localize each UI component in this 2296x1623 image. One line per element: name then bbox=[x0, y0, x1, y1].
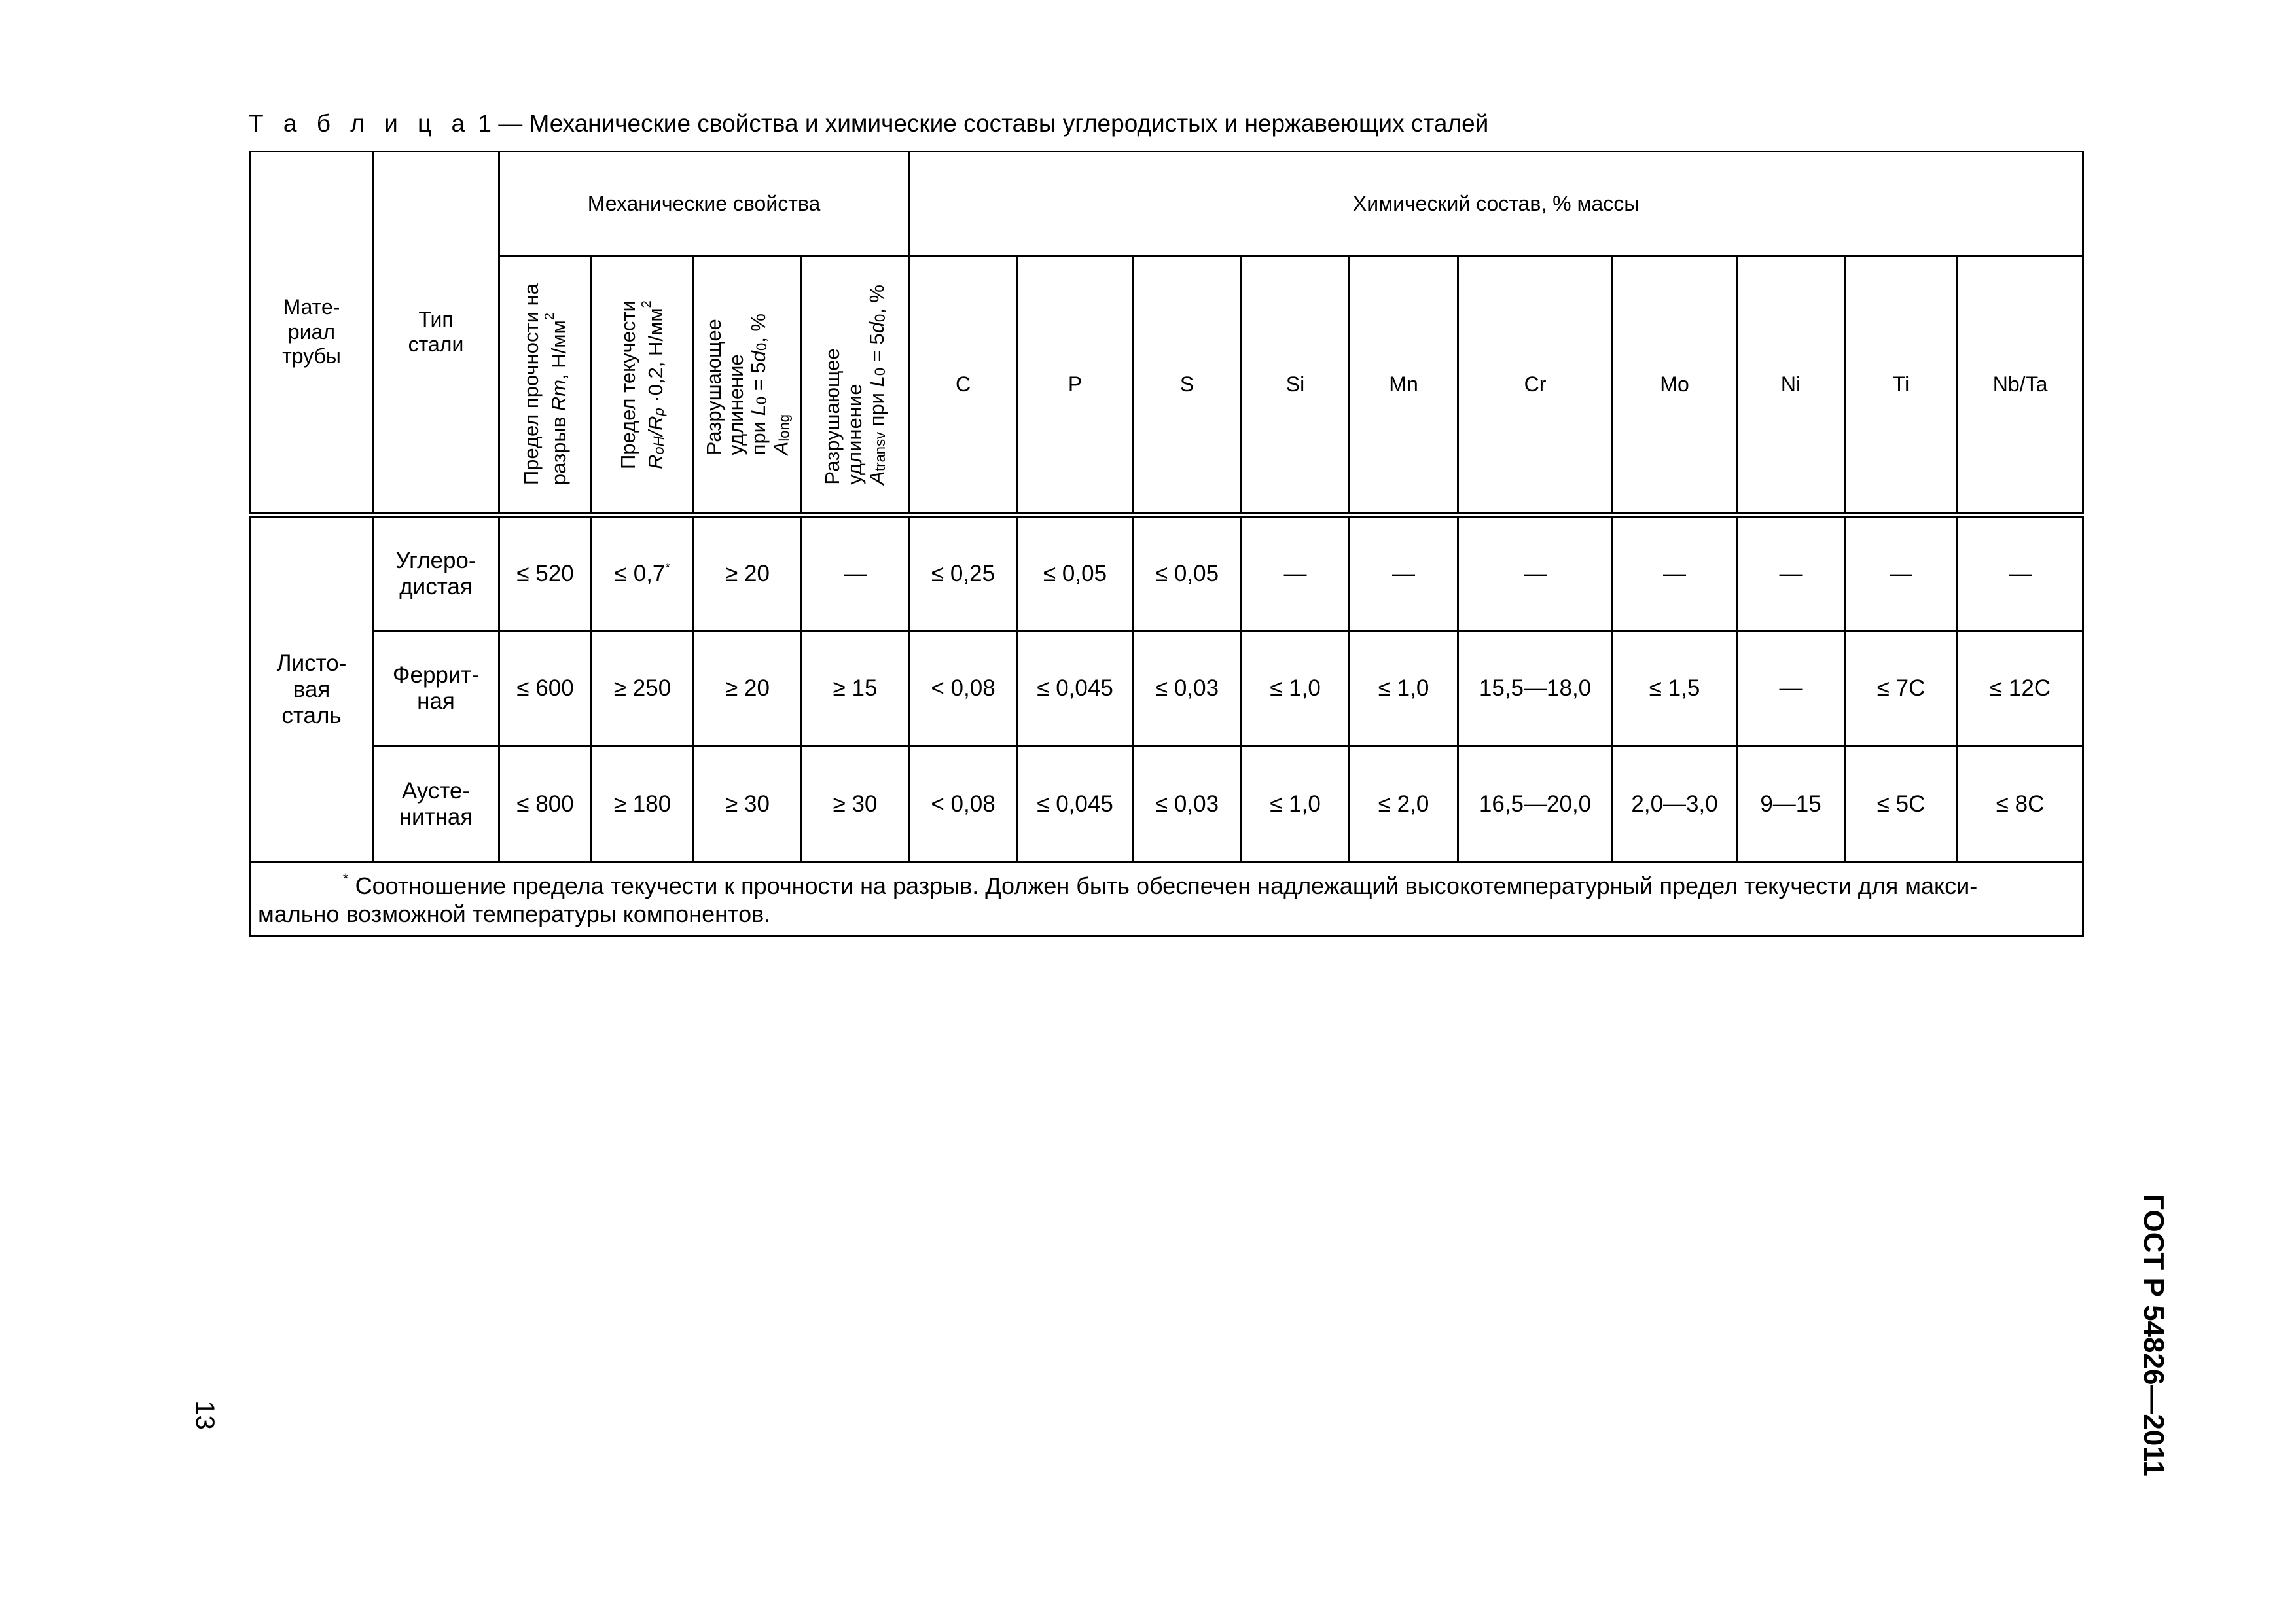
caption-label: Т а б л и ц а bbox=[249, 110, 472, 137]
footnote-mark: * bbox=[343, 870, 349, 887]
header-element-c: C bbox=[909, 257, 1018, 515]
caption-text: — Механические свойства и химические составы углеродистых и нержавеющих сталей bbox=[491, 110, 1489, 137]
header-material: Мате- риал трубы bbox=[251, 152, 373, 515]
header-element-s: S bbox=[1133, 257, 1242, 515]
cell-mo: 2,0—3,0 bbox=[1613, 747, 1737, 863]
cell-c: < 0,08 bbox=[909, 747, 1018, 863]
footnote bbox=[251, 863, 2083, 936]
header-elongation-long: Разрушающее удлинение при $L_0 = 5d_0$, % $A_{long}$ bbox=[694, 257, 802, 515]
material-cell: Листо- вая сталь bbox=[251, 515, 373, 863]
cell-si: — bbox=[1242, 515, 1350, 631]
table-row bbox=[251, 515, 2083, 631]
cell-ni: 9—15 bbox=[1737, 747, 1845, 863]
table-row bbox=[251, 747, 2083, 863]
cell-cr: 16,5—20,0 bbox=[1458, 747, 1613, 863]
table-caption bbox=[249, 110, 1488, 137]
cell-a-long: ≥ 20 bbox=[694, 515, 802, 631]
cell-ti: — bbox=[1845, 515, 1958, 631]
footnote-line-2: мально возможной температуры компонентов. bbox=[258, 900, 771, 927]
cell-si: ≤ 1,0 bbox=[1242, 631, 1350, 747]
cell-s: ≤ 0,03 bbox=[1133, 747, 1242, 863]
cell-mo: ≤ 1,5 bbox=[1613, 631, 1737, 747]
cell-mn: ≤ 2,0 bbox=[1350, 747, 1458, 863]
document-code: ГОСТ Р 54826—2011 bbox=[2138, 1194, 2170, 1476]
cell-mo: — bbox=[1613, 515, 1737, 631]
cell-nb-ta: — bbox=[1958, 515, 2083, 631]
header-element-ti: Ti bbox=[1845, 257, 1958, 515]
cell-mn: — bbox=[1350, 515, 1458, 631]
header-element-cr: Cr bbox=[1458, 257, 1613, 515]
caption-number: 1 bbox=[478, 110, 492, 137]
cell-a-transv: ≥ 15 bbox=[802, 631, 909, 747]
cell-cr: — bbox=[1458, 515, 1613, 631]
cell-c: < 0,08 bbox=[909, 631, 1018, 747]
footnote-line-1: Соотношение предела текучести к прочности на разрыв. Должен быть обеспечен надлежащий высокотемпературный предел текучести для макси- bbox=[348, 872, 1978, 900]
cell-s: ≤ 0,03 bbox=[1133, 631, 1242, 747]
header-element-si: Si bbox=[1242, 257, 1350, 515]
header-chemical-composition: Химический состав, % массы bbox=[909, 152, 2083, 257]
header-element-nb-ta: Nb/Ta bbox=[1958, 257, 2083, 515]
steel-type-cell: Феррит- ная bbox=[373, 631, 499, 747]
cell-ti: ≤ 7C bbox=[1845, 631, 1958, 747]
cell-nb-ta: ≤ 8C bbox=[1958, 747, 2083, 863]
footnote-row bbox=[251, 863, 2083, 936]
header-element-mo: Mo bbox=[1613, 257, 1737, 515]
header-mechanical-properties: Механические свойства bbox=[499, 152, 909, 257]
cell-ni: — bbox=[1737, 515, 1845, 631]
steel-type-cell: Аусте- нитная bbox=[373, 747, 499, 863]
cell-c: ≤ 0,25 bbox=[909, 515, 1018, 631]
cell-a-long: ≥ 20 bbox=[694, 631, 802, 747]
cell-a-transv: — bbox=[802, 515, 909, 631]
cell-rm: ≤ 800 bbox=[499, 747, 592, 863]
cell-a-long: ≥ 30 bbox=[694, 747, 802, 863]
header-tensile-strength: Предел прочности на разрыв Rm, $Н/мм^2$ bbox=[499, 257, 592, 515]
header-element-ni: Ni bbox=[1737, 257, 1845, 515]
header-steel-type: Тип стали bbox=[373, 152, 499, 515]
cell-s: ≤ 0,05 bbox=[1133, 515, 1242, 631]
cell-yield: ≤ 0,7* bbox=[592, 515, 694, 631]
cell-nb-ta: ≤ 12C bbox=[1958, 631, 2083, 747]
steel-type-cell: Углеро- дистая bbox=[373, 515, 499, 631]
cell-rm: ≤ 600 bbox=[499, 631, 592, 747]
cell-yield: ≥ 250 bbox=[592, 631, 694, 747]
cell-rm: ≤ 520 bbox=[499, 515, 592, 631]
page-number: 13 bbox=[190, 1400, 219, 1430]
cell-ti: ≤ 5C bbox=[1845, 747, 1958, 863]
footnote-ref: * bbox=[665, 560, 671, 575]
cell-a-transv: ≥ 30 bbox=[802, 747, 909, 863]
header-element-mn: Mn bbox=[1350, 257, 1458, 515]
header-elongation-transv: Разрушающее удлинение $A_{transv}$ при $L_0 = 5d_0$, % bbox=[802, 257, 909, 515]
properties-table bbox=[249, 151, 2084, 937]
cell-p: ≤ 0,045 bbox=[1018, 747, 1133, 863]
cell-ni: — bbox=[1737, 631, 1845, 747]
cell-mn: ≤ 1,0 bbox=[1350, 631, 1458, 747]
cell-yield: ≥ 180 bbox=[592, 747, 694, 863]
header-element-p: P bbox=[1018, 257, 1133, 515]
cell-p: ≤ 0,05 bbox=[1018, 515, 1133, 631]
cell-p: ≤ 0,045 bbox=[1018, 631, 1133, 747]
table-row bbox=[251, 631, 2083, 747]
header-yield-strength: Предел текучести $R_{oH}/R_p \cdot 0,2$, $Н/мм^2$ bbox=[592, 257, 694, 515]
cell-cr: 15,5—18,0 bbox=[1458, 631, 1613, 747]
cell-si: ≤ 1,0 bbox=[1242, 747, 1350, 863]
